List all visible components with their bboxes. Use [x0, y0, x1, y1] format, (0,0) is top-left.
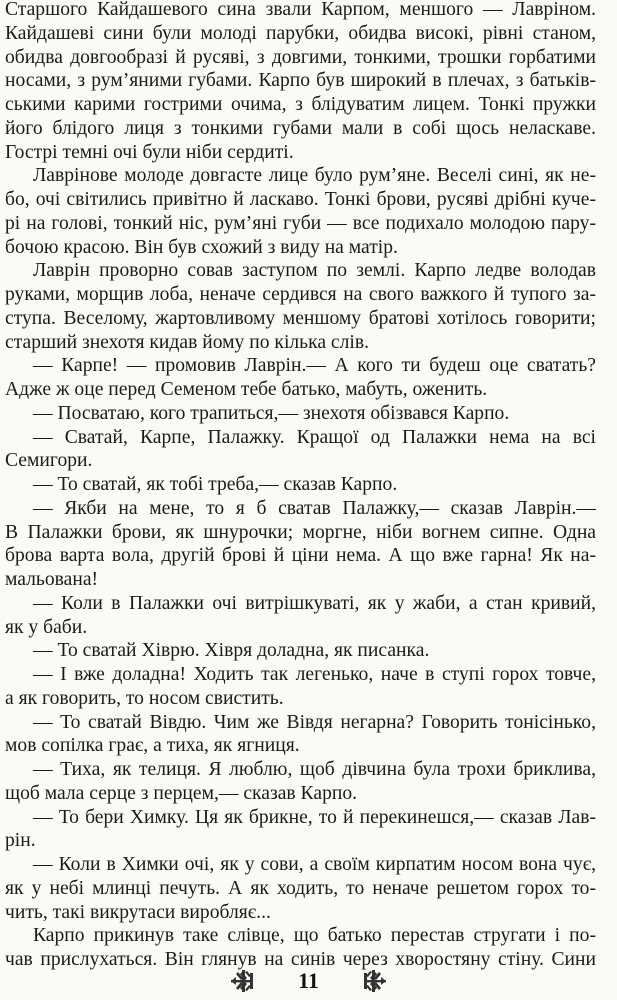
text-line: чав прислухаться. Він глянув на синів через хворостяну стіну. Сини [5, 949, 596, 970]
text-line: бочою красою. Він був схожий з виду на матір. [5, 236, 398, 258]
text-line: ськими карими гострими очима, з блідуватим лицем. Тонкі пружки [5, 94, 596, 115]
page-number: 11 [298, 968, 319, 993]
text-line: В Палажки брови, як шнурочки; моргне, ніби вогнем сипне. Одна [5, 521, 596, 543]
dialogue-paragraph [5, 806, 596, 854]
text-line: мов сопілка грає, а тиха, як ягниця. [5, 735, 300, 757]
text-line: Семигори. [5, 450, 93, 472]
paragraph-2 [5, 164, 596, 259]
text-line: — І вже доладна! Ходить так легенько, наче в ступі горох товче, [33, 664, 596, 685]
text-line: рі на голові, тонкий ніс, рум’яні губи — все подихало молодою пару- [5, 212, 596, 234]
dialogue-paragraph [5, 354, 596, 402]
text-line: брова варта вола, другій брові й ціни нема. А що вже гарна! Як на- [5, 545, 596, 567]
text-line: ступа. Веселому, жартовливому меншому братові хотілось говорити; [5, 307, 596, 329]
text-line: Карпо прикинув таке слівце, що батько перестав стругати і по- [33, 925, 596, 947]
text-line: — Посватаю, кого трапиться,— знехотя обізвався Карпо. [33, 402, 510, 424]
embroidery-ornament-icon [228, 967, 256, 995]
text-line: як у баби. [5, 616, 88, 638]
page-text [5, 0, 596, 972]
text-line: — Коли в Химки очі, як у сови, а своїм кирпатим носом вона чує, [33, 854, 596, 875]
dialogue-paragraph [5, 639, 596, 663]
text-line: старший знехотя кидав йому по кілька слів. [5, 331, 369, 353]
dialogue-paragraph [5, 473, 596, 497]
text-line: носами, з рум’яними губами. Карпо був широкий в плечах, з батьків- [5, 70, 596, 92]
dialogue-paragraph [5, 663, 596, 711]
paragraph-3 [5, 259, 596, 354]
text-line: Кайдашеві сини були молоді парубки, обидва високі, рівні станом, [5, 22, 596, 44]
text-line: обидва довгообразі й русяві, з довгими, тонкими, трошки горбатими [5, 46, 596, 68]
text-line: — То сватай Вівдю. Чим же Вівдя негарна? Говорить тонісінько, [33, 711, 596, 733]
text-line: — То сватай Хіврю. Хівря доладна, як писанка. [33, 640, 430, 662]
text-line: а як говорить, то носом свистить. [5, 687, 284, 709]
text-line: руками, морщив лоба, неначе сердився на свого важкого й тупого за- [5, 284, 596, 305]
text-line: мальована! [5, 569, 99, 590]
text-line: бо, очі світились привітно й ласкаво. Тонкі брови, русяві дрібні куче- [5, 189, 596, 210]
text-line: — Карпе! — промовив Лаврін.— А кого ти будеш оце сватать? [33, 355, 596, 377]
embroidery-ornament-icon [361, 967, 389, 995]
text-line: щоб мала серце з перцем,— сказав Карпо. [5, 782, 358, 804]
page-footer [0, 966, 617, 996]
text-line: — То сватай, як тобі треба,— сказав Карпо. [33, 474, 398, 495]
dialogue-paragraph [5, 711, 596, 759]
dialogue-paragraph [5, 426, 596, 474]
dialogue-paragraph [5, 497, 596, 592]
text-line: — То бери Химку. Ця як брикне, то й перекинешся,— сказав Лав- [33, 806, 596, 828]
text-line: — Якби на мене, то я б сватав Палажку,— сказав Лаврін.— [33, 497, 596, 519]
paragraph-1 [5, 0, 596, 164]
dialogue-paragraph [5, 758, 596, 806]
text-line: як у небі млинці печуть. А як ходить, то неначе решетом горох то- [5, 877, 596, 899]
text-line: рін. [5, 830, 36, 852]
text-line: Лаврін проворно совав заступом по землі. Карпо ледве володав [33, 260, 596, 282]
dialogue-paragraph [5, 402, 596, 426]
text-line: Гострі темні очі були ніби сердиті. [5, 141, 294, 163]
paragraph-final [5, 924, 596, 972]
text-line: його блідого лиця з тонкими губами мали в собі щось неласкаве. [5, 117, 596, 139]
text-line: — Коли в Палажки очі витрішкуваті, як у жаби, а стан кривий, [33, 592, 596, 614]
text-line: — Сватай, Карпе, Палажку. Кращої од Палажки нема на всі [33, 426, 596, 448]
text-line: Старшого Кайдашевого сина звали Карпом, меншого — Лавріном. [5, 0, 596, 20]
text-line: Адже ж оце перед Семеном тебе батько, мабуть, оженить. [5, 379, 488, 400]
dialogue-paragraph [5, 592, 596, 640]
text-line: Лаврінове молоде довгасте лице було рум’яне. Веселі сині, як не- [33, 165, 596, 187]
dialogue-paragraph [5, 853, 596, 924]
text-line: — Тиха, як телиця. Я люблю, щоб дівчина була трохи бриклива, [33, 759, 596, 780]
text-line: чить, такі викрутаси виробляє... [5, 901, 271, 923]
